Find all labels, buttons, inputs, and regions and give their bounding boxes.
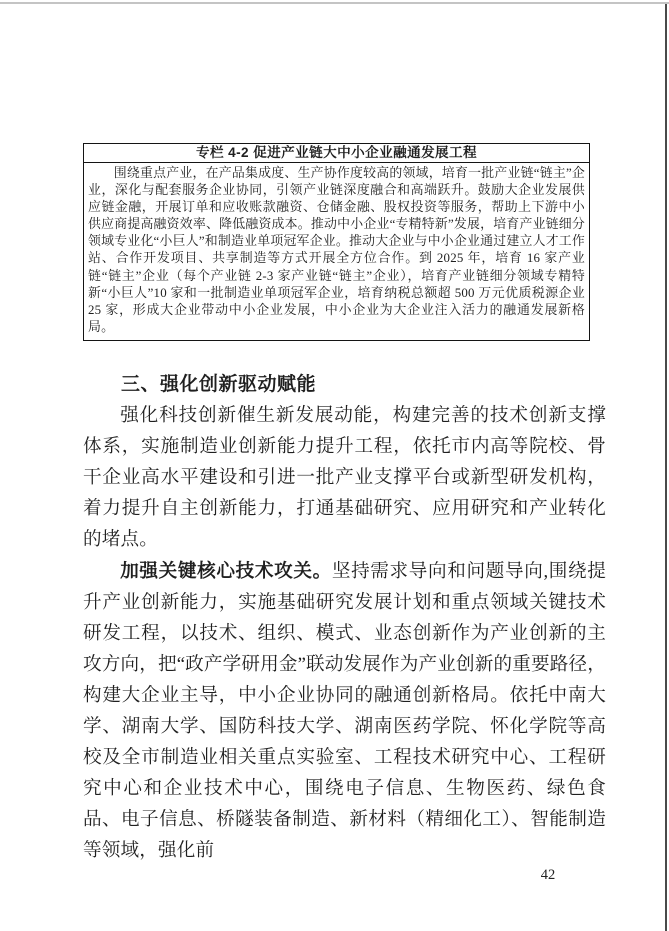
paragraph-2 xyxy=(83,555,606,866)
paragraph-1: 强化科技创新催生新发展动能，构建完善的技术创新支撑体系，实施制造业创新能力提升工程，依托市内高等院校、骨干企业高水平建设和引进一批产业支撑平台或新型研发机构，着力提升自主创新能力，打通基础研究、应用研究和产业转化的堵点。 xyxy=(83,405,606,550)
feature-box-body: 围绕重点产业，在产品集成度、生产协作度较高的领域，培育一批产业链“链主”企业，深化与配套服务企业协同，引领产业链深度融合和高端跃升。鼓励大企业发展供应链金融，开展订单和应收账款融资、仓储金融、股权投资等服务，帮助上下游中小供应商提高融资效率、降低融资成本。推动中小企业“专精特新”发展，培育产业链细分领域专业化“小巨人”和制造业单项冠军企业。推动大企业与中小企业通过建立人才工作站、合作开发项目、共享制造等方式开展全方位合作。到 2025 年，培育 16 家产业链“链主”企业（每个产业链 2-3 家产业链“链主”企业），培育产业链细分领域专精特新“小巨人”10 家和一批制造业单项冠军企业，培育纳税总额超 500 万元优质税源企业 25 家，形成大企业带动中小企业发展，中小企业为大企业注入活力的融通发展新格局。 xyxy=(88,166,585,334)
feature-box-title: 专栏 4-2 促进产业链大中小企业融通发展工程 xyxy=(84,144,589,163)
feature-box xyxy=(83,143,590,341)
page-top-edge-line xyxy=(0,2,669,4)
page-number: 42 xyxy=(540,867,556,883)
page-right-edge-line xyxy=(665,4,667,931)
section-heading: 三、强化创新驱动赋能 xyxy=(121,374,317,395)
paragraph-2-lead: 加强关键核心技术攻关。 xyxy=(120,560,332,581)
paragraph-2-body: 坚持需求导向和问题导向,围绕提升产业创新能力，实施基础研究发展计划和重点领域关键技术研发工程，以技术、组织、模式、业态创新作为产业创新的主攻方向，把“政产学研用金”联动发展作为产业创新的重要路径，构建大企业主导，中小企业协同的融通创新格局。依托中南大学、湖南大学、国防科技大学、湖南医药学院、怀化学院等高校及全市制造业相关重点实验室、工程技术研究中心、工程研究中心和企业技术中心，围绕电子信息、生物医药、绿色食品、电子信息、桥隧装备制造、新材料（精细化工）、智能制造等领域，强化前 xyxy=(83,561,606,861)
section-body xyxy=(83,400,606,866)
